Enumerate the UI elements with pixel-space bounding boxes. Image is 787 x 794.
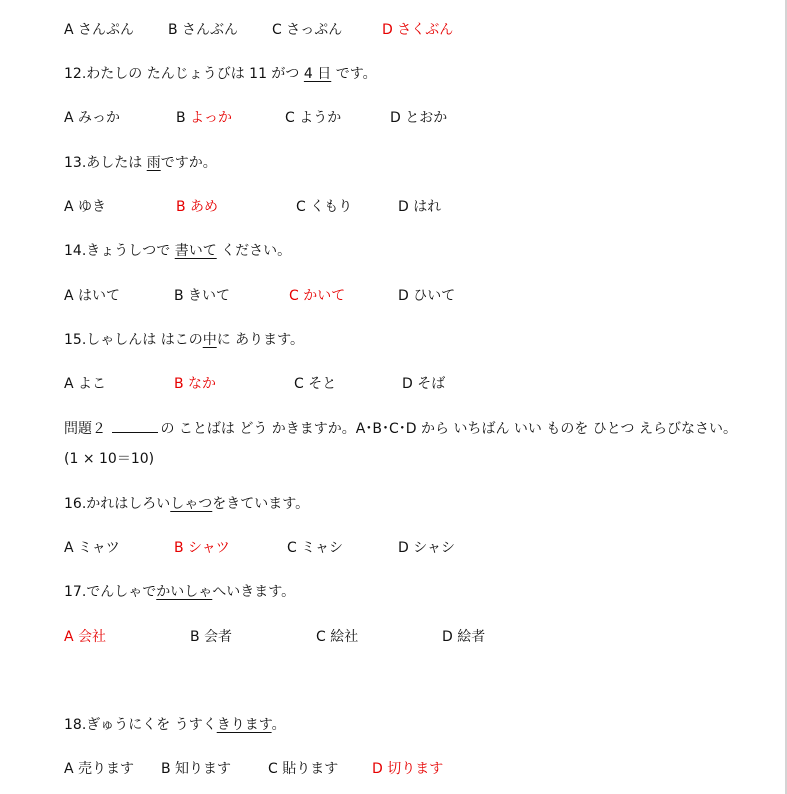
underlined-word: 雨 [146, 155, 161, 171]
option-b-answer: B あめ [176, 199, 219, 215]
option-d-answer: D 切ります [372, 761, 444, 777]
question-15: 15.しゃしんは はこの中に あります。 [64, 332, 305, 348]
option-b-answer: B なか [174, 376, 217, 392]
blank-line [112, 420, 158, 433]
option-d: D とおか [390, 110, 448, 126]
option-b: B きいて [174, 288, 231, 304]
option-a-answer: A 会社 [64, 629, 107, 645]
section-instruction-text: の ことばは どう かきますか。A･B･C･D から いちばん いい ものを ひとつ えらびなさい。 [160, 421, 737, 437]
option-c-answer: C かいて [289, 288, 346, 304]
option-c: C さっぷん [272, 22, 343, 38]
section-label: 問題２ [64, 421, 106, 437]
option-b: B よっか [176, 110, 233, 126]
underlined-word: かいしゃ [156, 584, 213, 600]
option-c: C ミャシ [287, 540, 343, 556]
question-14: 14.きょうしつで 書いて ください。 [64, 243, 292, 259]
section-2-instructions [64, 420, 737, 438]
option-d: D ひいて [398, 288, 456, 304]
option-c: C くもり [296, 199, 353, 215]
option-a: A よこ [64, 376, 107, 392]
question-17: 17.でんしゃでかいしゃへいきます。 [64, 584, 296, 600]
option-b-answer: B シャツ [174, 540, 230, 556]
question-text: 12.わたしの たんじょうびは 11 がつ [64, 66, 304, 82]
option-c: C そと [294, 376, 337, 392]
option-a: A はいて [64, 288, 121, 304]
option-b: B さんぶん [168, 22, 239, 38]
option-a: A みっか [64, 110, 121, 126]
option-c: C 絵社 [316, 629, 359, 645]
option-b: B 知ります [161, 761, 232, 777]
option-b: B 会者 [190, 629, 233, 645]
question-text: です。 [331, 66, 377, 82]
option-d: D そば [402, 376, 446, 392]
option-a: A ミャツ [64, 540, 120, 556]
underlined-word: しゃつ [170, 496, 213, 512]
option-a: A さんぷん [64, 22, 135, 38]
question-18: 18.ぎゅうにくを うすくきります。 [64, 717, 286, 733]
question-16: 16.かれはしろいしゃつをきています。 [64, 496, 310, 512]
underlined-word: 4 日 [303, 66, 332, 82]
option-a: A ゆき [64, 199, 107, 215]
option-d: D シャシ [398, 540, 455, 556]
option-c: C ようか [285, 110, 342, 126]
option-a: A 売ります [64, 761, 135, 777]
option-d: D 絵者 [442, 629, 486, 645]
option-d-answer: D さくぶん [382, 22, 454, 38]
underlined-word: 中 [202, 332, 217, 348]
underlined-word: きります [216, 717, 272, 733]
option-d: D はれ [398, 199, 442, 215]
option-c: C 貼ります [268, 761, 339, 777]
question-13: 13.あしたは 雨ですか。 [64, 155, 217, 171]
section-score: (1 × 10＝10) [64, 451, 155, 467]
underlined-word: 書いて [174, 243, 217, 259]
question-12 [64, 65, 377, 83]
option-b-answer: よっか [190, 110, 233, 126]
